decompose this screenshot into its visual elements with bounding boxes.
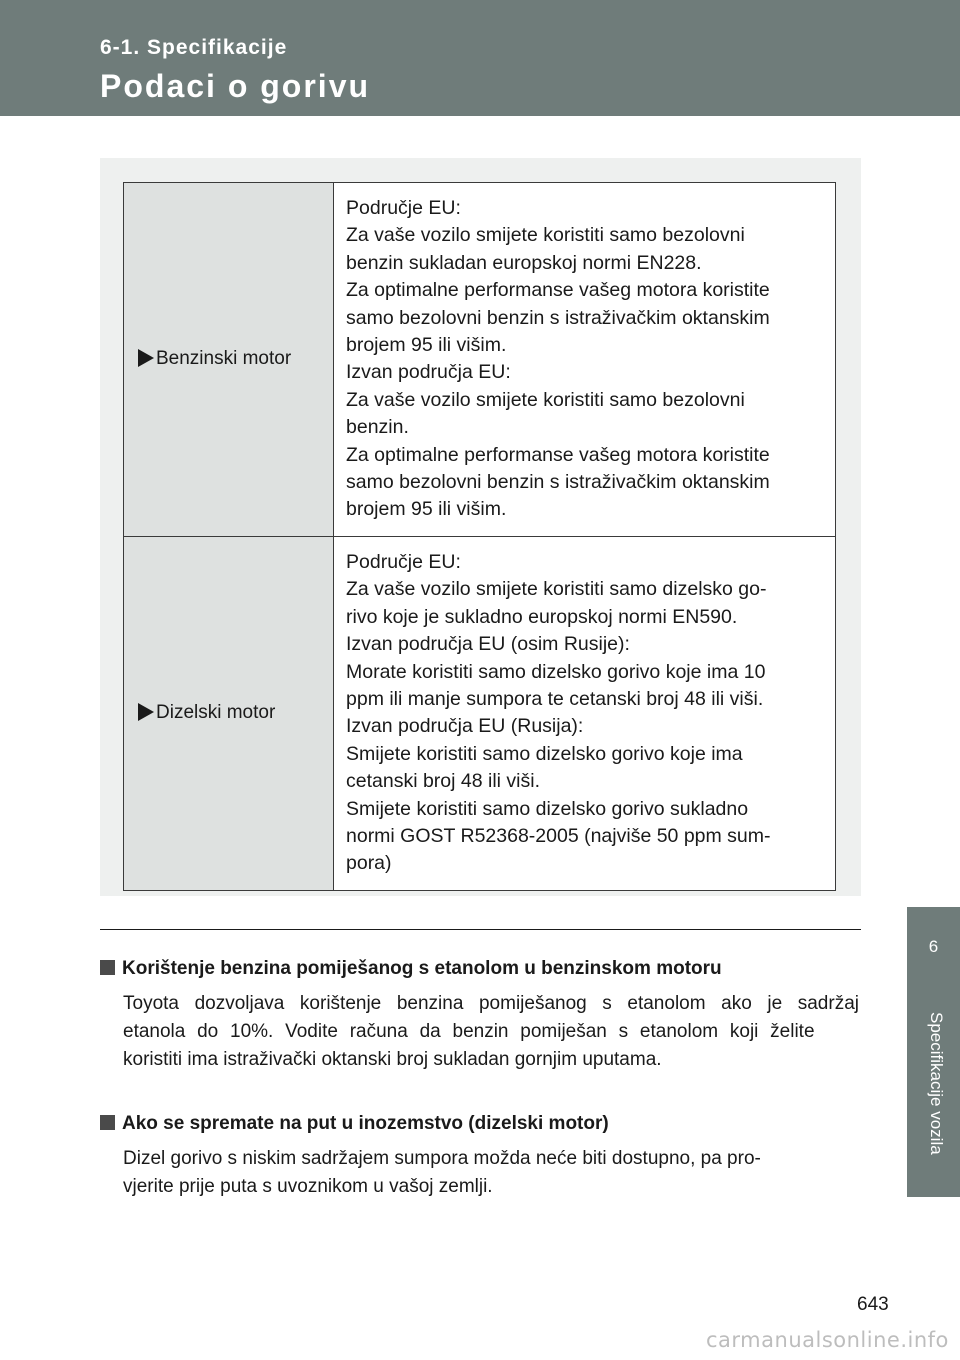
note-heading <box>100 1113 609 1135</box>
section-divider <box>100 929 861 930</box>
square-bullet-icon <box>100 960 115 975</box>
text-line: Smijete koristiti samo dizelsko gorivo koje ima <box>346 742 743 765</box>
watermark: carmanualsonline.info <box>706 1328 949 1352</box>
fuel-requirement-cell <box>334 536 836 890</box>
chapter-tab[interactable] <box>907 907 960 1197</box>
note-heading-text: Ako se spremate na put u inozemstvo (dizelski motor) <box>122 1113 609 1134</box>
text-line: normi GOST R52368-2005 (najviše 50 ppm sum- <box>346 824 771 847</box>
text-line: Za optimalne performanse vašeg motora koristite <box>346 443 770 466</box>
text-line: brojem 95 ili višim. <box>346 334 507 357</box>
table-row <box>124 536 836 890</box>
note-paragraph <box>123 1145 859 1201</box>
text-line: koristiti ima istraživački oktanski broj sukladan gornjim uputama. <box>123 1049 662 1070</box>
text-line: benzin sukladan europskoj normi EN228. <box>346 251 702 274</box>
note-heading <box>100 958 722 980</box>
page-header <box>0 0 960 116</box>
engine-type-label: Dizelski motor <box>156 702 276 724</box>
note-paragraph <box>123 990 859 1074</box>
text-line: Izvan područja EU (Rusija): <box>346 715 584 738</box>
triangle-bullet-icon <box>138 349 154 367</box>
text-line: Za vaše vozilo smijete koristiti samo dizelsko go- <box>346 578 767 601</box>
engine-type-cell <box>124 183 334 537</box>
text-line: samo bezolovni benzin s istraživačkim oktanskim <box>346 306 770 329</box>
engine-type-cell <box>124 536 334 890</box>
chapter-label: Specifikacije vozila <box>927 1012 946 1155</box>
text-line: Dizel gorivo s niskim sadržajem sumpora možda neće biti dostupno, pa pro- <box>123 1148 761 1169</box>
text-line: ppm ili manje sumpora te cetanski broj 48 ili viši. <box>346 687 764 710</box>
engine-type-label: Benzinski motor <box>156 348 292 370</box>
text-line: rivo koje je sukladno europskoj normi EN590. <box>346 605 738 628</box>
page-number: 643 <box>857 1294 889 1315</box>
triangle-bullet-icon <box>138 703 154 721</box>
text-line <box>123 1018 859 1046</box>
text-line: pora) <box>346 852 392 875</box>
table-row <box>124 183 836 537</box>
text-line: Toyota dozvoljava korištenje benzina pomiješanog s etanolom ako je sadržaj <box>123 993 859 1014</box>
note-heading-text: Korištenje benzina pomiješanog s etanolom u benzinskom motoru <box>122 958 722 979</box>
text-line: Područje EU: <box>346 550 461 573</box>
text-line: benzin. <box>346 416 409 439</box>
page-title: Podaci o gorivu <box>100 68 371 104</box>
fuel-table <box>123 182 836 891</box>
text-line: Izvan područja EU: <box>346 361 511 384</box>
text-line: brojem 95 ili višim. <box>346 498 507 521</box>
text-line-content: etanola do 10%. Vodite računa da benzin pomiješan s etanolom koji želite <box>123 1021 815 1042</box>
chapter-number: 6 <box>928 937 939 956</box>
section-label: 6-1. Specifikacije <box>100 36 288 59</box>
text-line: Morate koristiti samo dizelsko gorivo koje ima 10 <box>346 660 766 683</box>
text-line: vjerite prije puta s uvoznikom u vašoj zemlji. <box>123 1176 493 1197</box>
text-line: Za optimalne performanse vašeg motora koristite <box>346 279 770 302</box>
text-line: samo bezolovni benzin s istraživačkim oktanskim <box>346 471 770 494</box>
square-bullet-icon <box>100 1115 115 1130</box>
text-line: Područje EU: <box>346 197 461 219</box>
text-line: Smijete koristiti samo dizelsko gorivo sukladno <box>346 797 749 820</box>
text-line: Izvan područja EU (osim Rusije): <box>346 633 630 656</box>
text-line: Za vaše vozilo smijete koristiti samo bezolovni <box>346 224 745 247</box>
text-line: cetanski broj 48 ili viši. <box>346 770 540 793</box>
text-line: Za vaše vozilo smijete koristiti samo bezolovni <box>346 388 745 411</box>
fuel-requirement-cell <box>334 183 836 537</box>
